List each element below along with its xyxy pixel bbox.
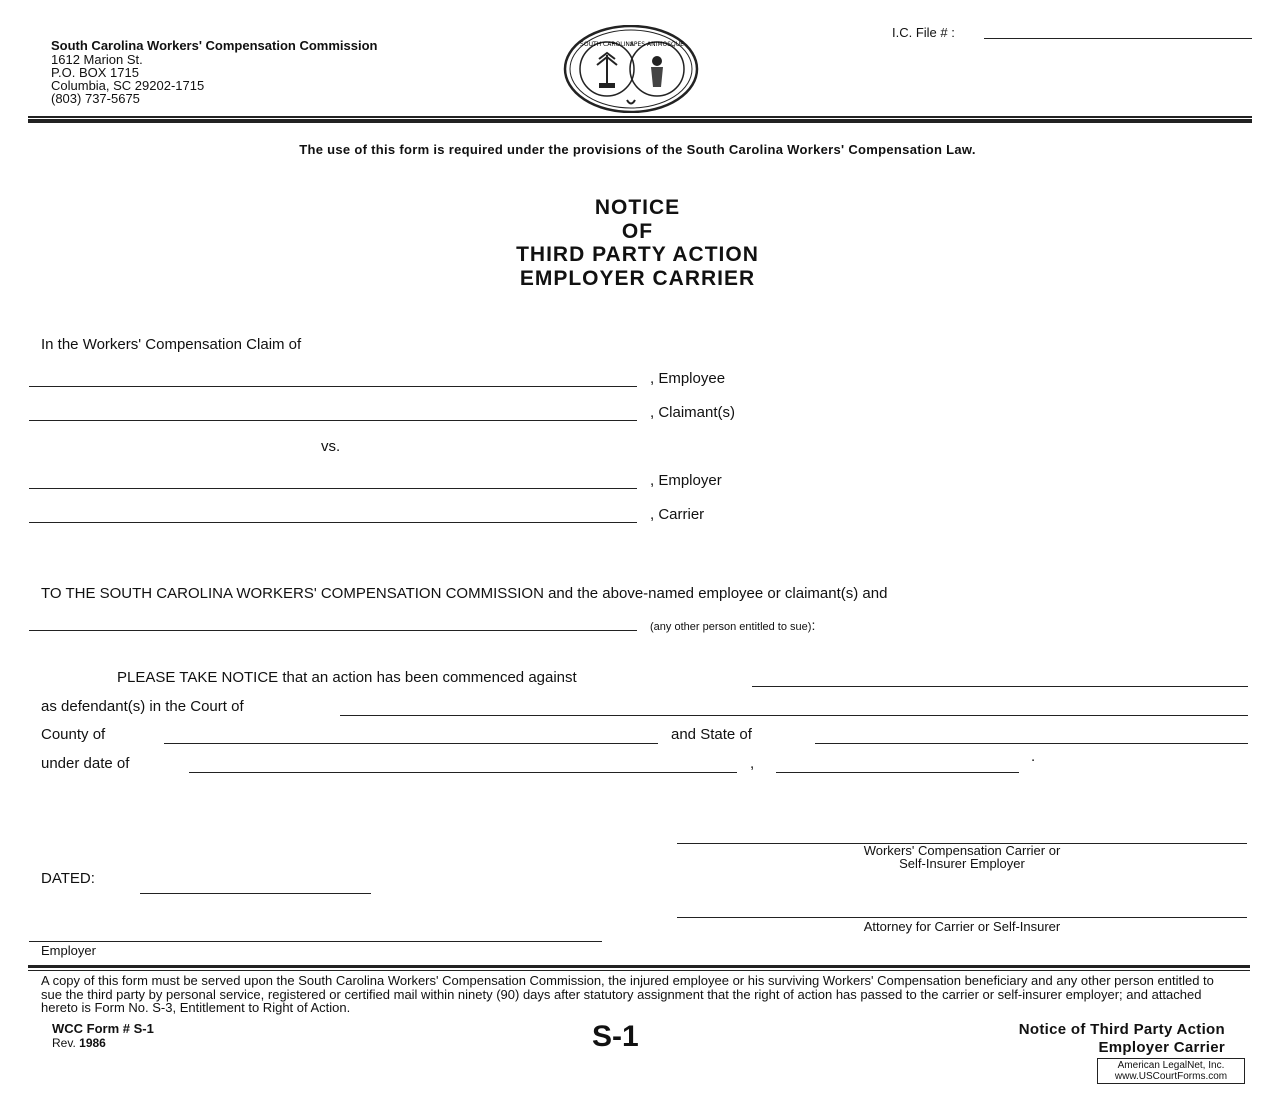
header-rule-thick xyxy=(28,119,1252,123)
state-label: and State of xyxy=(671,726,752,743)
county-label: County of xyxy=(41,726,106,743)
employee-name-input[interactable] xyxy=(29,368,637,387)
claim-intro: In the Workers' Compensation Claim of xyxy=(41,336,302,353)
court-label: as defendant(s) in the Court of xyxy=(41,698,244,715)
dated-label: DATED: xyxy=(41,870,95,887)
notice-text: PLEASE TAKE NOTICE that an action has been commenced against xyxy=(117,669,577,686)
date-period: . xyxy=(1031,748,1036,765)
employer-name-input[interactable] xyxy=(29,470,637,489)
revision: Rev. 1986 xyxy=(52,1036,106,1050)
seal-text-right: SPES ANIMOSQUE xyxy=(630,41,684,48)
title-line-1: NOTICE xyxy=(594,196,681,219)
carrier-signature-input[interactable] xyxy=(677,825,1247,844)
carrier-label: , Carrier xyxy=(650,506,705,523)
defendant-name-input[interactable] xyxy=(752,668,1248,687)
footer-rule-thin xyxy=(28,970,1250,971)
state-input[interactable] xyxy=(815,725,1248,744)
file-number-label: I.C. File # : xyxy=(892,25,955,40)
date-label: under date of xyxy=(41,755,130,772)
address-line-2: P.O. BOX 1715 xyxy=(51,65,139,80)
employer-signature-label: Employer xyxy=(41,943,96,958)
publisher-name: American LegalNet, Inc. xyxy=(1117,1060,1225,1071)
title-line-2: OF xyxy=(621,219,654,243)
address-line-1: 1612 Marion St. xyxy=(51,52,143,67)
date-comma: , xyxy=(750,755,755,772)
date-year-input[interactable] xyxy=(776,754,1019,773)
employer-signature-input[interactable] xyxy=(29,923,602,942)
form-code: S-1 xyxy=(592,1020,639,1053)
carrier-name-input[interactable] xyxy=(29,504,637,523)
address-line-3: Columbia, SC 29202-1715 xyxy=(51,78,205,93)
state-seal xyxy=(563,25,699,113)
form-number: WCC Form # S-1 xyxy=(52,1021,154,1036)
claimant-name-input[interactable] xyxy=(29,402,637,421)
header-rule-thin xyxy=(28,116,1252,118)
other-person-input[interactable] xyxy=(29,612,637,631)
other-person-label: (any other person entitled to sue): xyxy=(650,617,816,633)
footer-form-title: Notice of Third Party Action Employer Carrier xyxy=(1018,1021,1225,1056)
form-title xyxy=(0,196,1275,290)
carrier-signature-label: Workers' Compensation Carrier or Self-Insurer Employer xyxy=(863,843,1061,871)
employee-label: , Employee xyxy=(650,370,726,387)
addressee-text: TO THE SOUTH CAROLINA WORKERS' COMPENSATION COMMISSION and the above-named employee or claimant(s) and xyxy=(41,585,888,602)
footer-rule-thick xyxy=(28,965,1250,968)
org-name: South Carolina Workers' Compensation Commission xyxy=(51,38,378,53)
versus-label: vs. xyxy=(321,438,341,455)
publisher-url: www.USCourtForms.com xyxy=(1114,1071,1228,1082)
file-number-input[interactable] xyxy=(984,20,1252,39)
attorney-signature-input[interactable] xyxy=(677,899,1247,918)
employer-label: , Employer xyxy=(650,472,722,489)
title-line-4: EMPLOYER CARRIER xyxy=(519,266,756,290)
attorney-signature-label: Attorney for Carrier or Self-Insurer xyxy=(863,919,1061,934)
seal-text-left: SOUTH CAROLINA xyxy=(580,41,634,48)
county-input[interactable] xyxy=(164,725,658,744)
date-month-day-input[interactable] xyxy=(189,754,737,773)
claimant-label: , Claimant(s) xyxy=(650,404,736,421)
publisher-box xyxy=(1097,1058,1245,1084)
phone-number: (803) 737-5675 xyxy=(51,91,140,106)
title-line-3: THIRD PARTY ACTION xyxy=(516,243,759,266)
legal-requirement-note: The use of this form is required under the provisions of the South Carolina Workers' Compensation Law. xyxy=(299,142,976,157)
dated-input[interactable] xyxy=(140,875,371,894)
service-instructions: A copy of this form must be served upon the South Carolina Workers' Compensation Commission, the injured employee or his surviving Workers' Compensation beneficiary and any other person entitled to sue the third party by personal service, registered or certified mail within ninety (90) days after statutory assignment that the right of action has passed to the carrier or self-insurer employer; and attached hereto is Form No. S-3, Entitlement to Right of Action. xyxy=(41,973,1214,1015)
court-input[interactable] xyxy=(340,697,1248,716)
